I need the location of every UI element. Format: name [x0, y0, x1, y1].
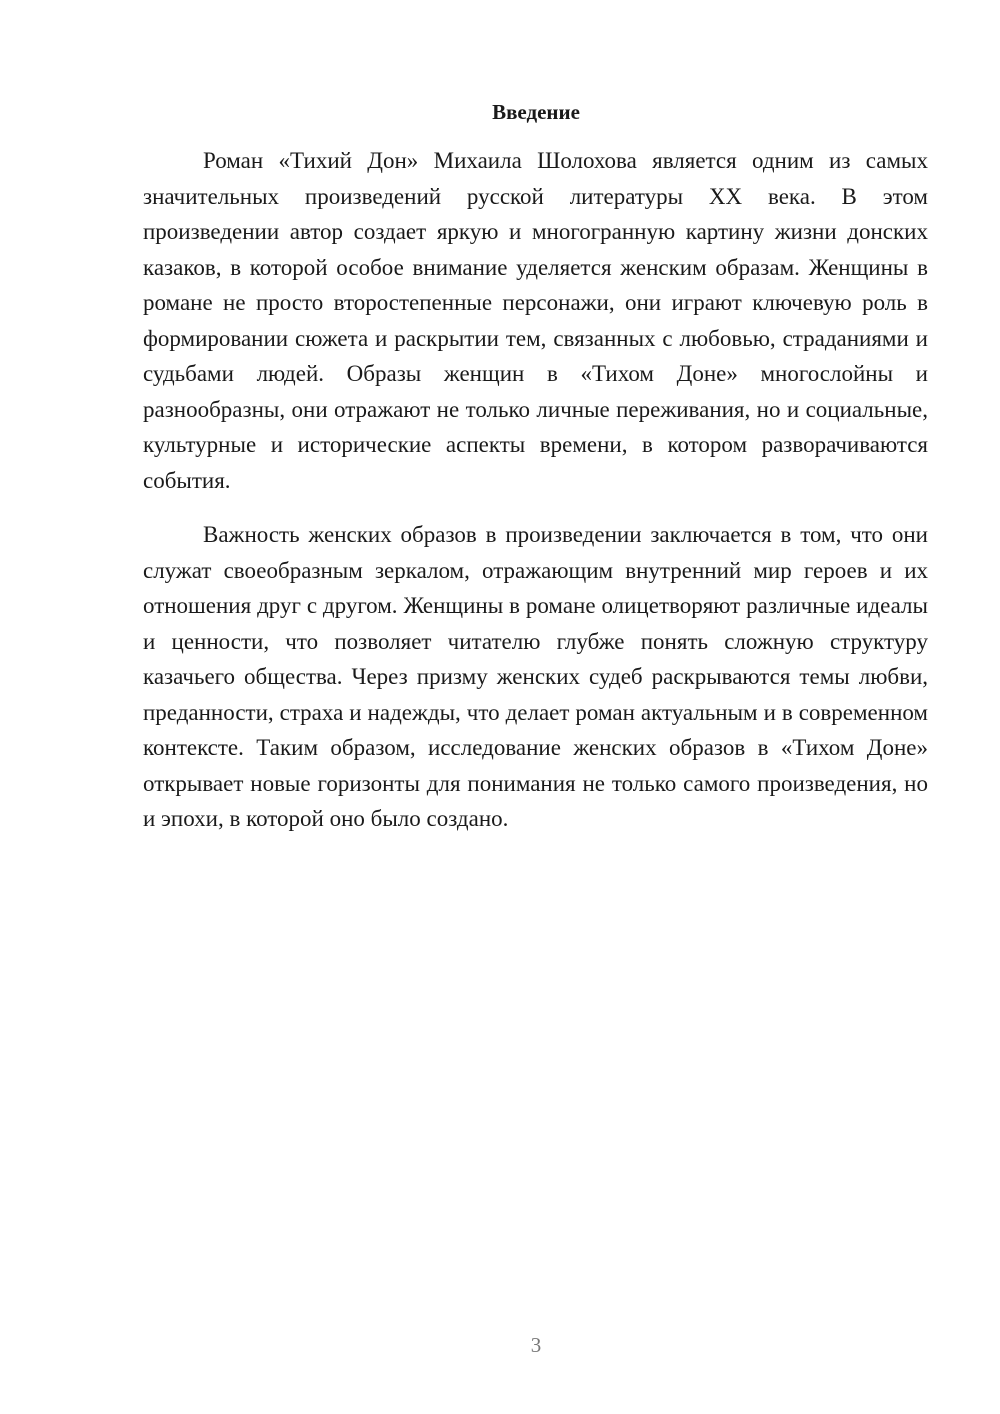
paragraph-2: Важность женских образов в произведении заключается в том, что они служат своеобразным зеркалом, отражающим внутренний мир героев и их отношения друг с другом. Женщины в романе олицетворяют различные идеалы и ценности, что позволяет читателю глубже понять сложную структуру казачьего общества. Через призму женских судеб раскрываются темы любви, преданности, страха и надежды, что делает роман актуальным и в современном контексте. Таким образом, исследование женских образов в «Тихом Доне» открывает новые горизонты для понимания не только самого произведения, но и эпохи, в которой оно было создано.	[143, 522, 928, 831]
paragraph-1: Роман «Тихий Дон» Михаила Шолохова является одним из самых значительных произведений русской литературы XX века. В этом произведении автор создает яркую и многогранную картину жизни донских казаков, в которой особое внимание уделяется женским образам. Женщины в романе не просто второстепенные персонажи, они играют ключевую роль в формировании сюжета и раскрытии тем, связанных с любовью, страданиями и судьбами людей. Образы женщин в «Тихом Доне» многослойны и разнообразны, они отражают не только личные переживания, но и социальные, культурные и исторические аспекты времени, в котором разворачиваются события.	[143, 148, 928, 493]
section-heading: Введение	[492, 100, 580, 124]
page-number: 3	[530, 1333, 542, 1357]
